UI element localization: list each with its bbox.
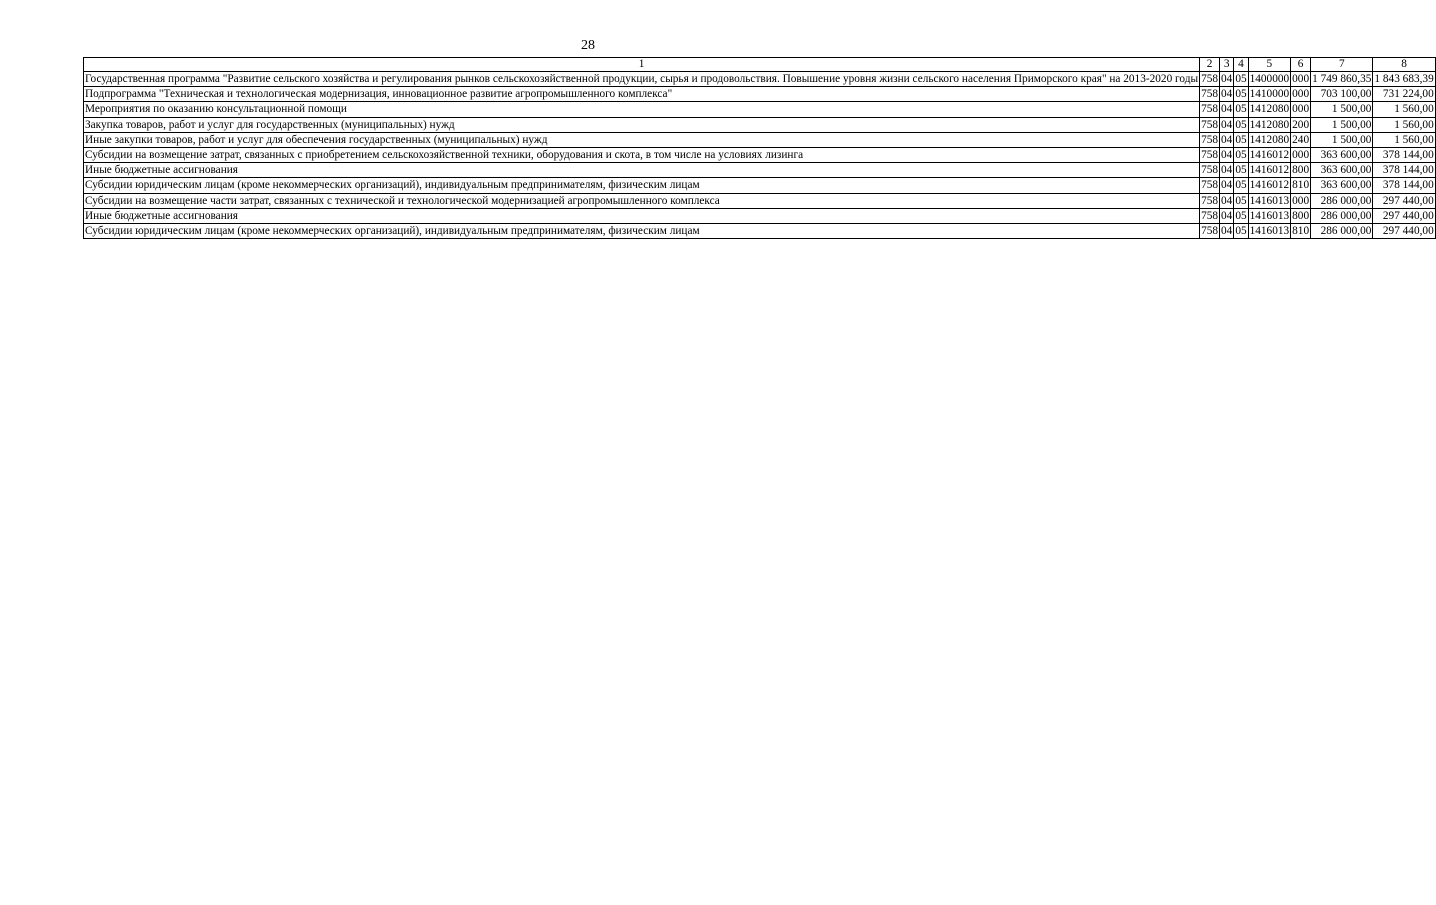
- page-number: 28: [581, 38, 595, 53]
- row-col-7: 1 500,00: [1311, 117, 1373, 132]
- row-col-6: 000: [1292, 103, 1310, 116]
- row-col-4: 05: [1235, 225, 1247, 238]
- row-col-7: 286 000,00: [1311, 208, 1373, 223]
- row-col-2: 758: [1201, 194, 1219, 207]
- row-name: Закупка товаров, работ и услуг для государственных (муниципальных) нужд: [84, 117, 1200, 132]
- row-col-6: 000: [1292, 73, 1310, 85]
- row-col-3: 04: [1221, 179, 1233, 192]
- row-col-3: 04: [1221, 194, 1233, 207]
- header-col-1: 1: [84, 58, 1200, 72]
- row-col-3: 04: [1221, 88, 1233, 101]
- table-row: [84, 87, 1436, 102]
- row-col-7: 363 600,00: [1311, 178, 1373, 193]
- row-col-5: 1416012: [1249, 164, 1290, 177]
- row-col-7: 1 500,00: [1311, 132, 1373, 147]
- row-col-8: 1 560,00: [1373, 132, 1435, 147]
- row-name: Подпрограмма "Техническая и технологическая модернизация, инновационное развитие агропромышленного комплекса": [84, 87, 1200, 102]
- row-col-8: 731 224,00: [1373, 87, 1435, 102]
- table-row: [84, 224, 1436, 239]
- row-name: Государственная программа "Развитие сельского хозяйства и регулирования рынков сельскохозяйственной продукции, сырья и продовольствия. Повышение уровня жизни сельского населения Приморского края" на 2013-2020 годы: [85, 73, 1199, 85]
- table-row: [84, 148, 1436, 163]
- row-col-7: 1 500,00: [1311, 102, 1373, 117]
- row-col-5: 1416012: [1249, 179, 1290, 192]
- row-col-7: 286 000,00: [1311, 224, 1373, 239]
- header-col-6: 6: [1291, 58, 1311, 72]
- row-col-6: 200: [1292, 118, 1310, 131]
- row-col-3: 04: [1221, 164, 1233, 177]
- row-col-4: 05: [1235, 88, 1247, 101]
- row-col-5: 1416013: [1249, 209, 1290, 222]
- table-row: [84, 193, 1436, 208]
- row-col-2: 758: [1201, 179, 1219, 192]
- table-row: [84, 208, 1436, 223]
- row-col-7: 703 100,00: [1311, 87, 1373, 102]
- row-col-6: 000: [1292, 88, 1310, 101]
- row-name: Мероприятия по оказанию консультационной помощи: [84, 102, 1200, 117]
- table-row: [84, 117, 1436, 132]
- row-col-4: 05: [1235, 209, 1247, 222]
- row-col-3: 04: [1221, 209, 1233, 222]
- row-name: Иные бюджетные ассигнования: [84, 163, 1200, 178]
- row-col-4: 05: [1235, 118, 1247, 131]
- table-row: [84, 178, 1436, 193]
- header-row: [84, 58, 1436, 72]
- row-col-7: 363 600,00: [1311, 163, 1373, 178]
- row-col-3: 04: [1221, 73, 1233, 85]
- row-col-4: 05: [1235, 164, 1247, 177]
- row-col-7: 286 000,00: [1311, 193, 1373, 208]
- row-col-2: 758: [1201, 88, 1219, 101]
- row-col-8: 378 144,00: [1373, 148, 1435, 163]
- header-col-4: 4: [1234, 58, 1248, 72]
- row-col-2: 758: [1201, 225, 1219, 238]
- row-col-5: 1410000: [1249, 88, 1290, 101]
- row-col-4: 05: [1235, 149, 1247, 162]
- budget-table: [83, 57, 1436, 239]
- row-col-2: 758: [1201, 103, 1219, 116]
- row-col-5: 1400000: [1249, 73, 1290, 85]
- row-col-3: 04: [1221, 133, 1233, 146]
- table-row: [84, 132, 1436, 147]
- row-name: Субсидии на возмещение части затрат, связанных с технической и технологической модернизацией агропромышленного комплекса: [84, 193, 1200, 208]
- row-col-8: 297 440,00: [1373, 193, 1435, 208]
- row-col-6: 800: [1292, 164, 1310, 177]
- row-col-8: 1 560,00: [1373, 102, 1435, 117]
- row-col-2: 758: [1201, 73, 1219, 85]
- row-col-6: 810: [1292, 225, 1310, 238]
- row-col-8: 378 144,00: [1373, 163, 1435, 178]
- row-col-2: 758: [1201, 133, 1219, 146]
- row-col-8: 1 843 683,39: [1374, 73, 1434, 85]
- row-col-8: 297 440,00: [1373, 224, 1435, 239]
- row-col-5: 1416013: [1249, 194, 1290, 207]
- row-name: Субсидии юридическим лицам (кроме некоммерческих организаций), индивидуальным предпринимателям, физическим лицам: [84, 224, 1200, 239]
- row-col-4: 05: [1235, 103, 1247, 116]
- row-col-8: 378 144,00: [1373, 178, 1435, 193]
- row-col-6: 810: [1292, 179, 1310, 192]
- row-col-2: 758: [1201, 118, 1219, 131]
- row-col-5: 1412080: [1249, 133, 1290, 146]
- table-row: [84, 72, 1436, 87]
- row-name: Субсидии юридическим лицам (кроме некоммерческих организаций), индивидуальным предпринимателям, физическим лицам: [84, 178, 1200, 193]
- header-col-7: 7: [1311, 58, 1373, 72]
- row-col-8: 297 440,00: [1373, 208, 1435, 223]
- row-col-6: 240: [1292, 133, 1310, 146]
- header-col-8: 8: [1373, 58, 1435, 72]
- row-col-5: 1416012: [1249, 149, 1290, 162]
- row-col-5: 1416013: [1249, 225, 1290, 238]
- row-col-7: 1 749 860,35: [1312, 73, 1372, 85]
- row-col-6: 000: [1292, 194, 1310, 207]
- row-col-4: 05: [1235, 73, 1247, 85]
- row-col-2: 758: [1201, 149, 1219, 162]
- row-col-6: 000: [1292, 149, 1310, 162]
- header-col-5: 5: [1248, 58, 1291, 72]
- row-col-8: 1 560,00: [1373, 117, 1435, 132]
- row-col-3: 04: [1221, 118, 1233, 131]
- row-name: Иные закупки товаров, работ и услуг для обеспечения государственных (муниципальных) нужд: [84, 132, 1200, 147]
- row-col-6: 800: [1292, 209, 1310, 222]
- row-col-2: 758: [1201, 209, 1219, 222]
- row-col-3: 04: [1221, 103, 1233, 116]
- table-row: [84, 163, 1436, 178]
- row-col-5: 1412080: [1249, 118, 1290, 131]
- header-col-2: 2: [1200, 58, 1220, 72]
- row-col-4: 05: [1235, 133, 1247, 146]
- row-col-3: 04: [1221, 149, 1233, 162]
- table-row: [84, 102, 1436, 117]
- row-col-7: 363 600,00: [1311, 148, 1373, 163]
- row-col-4: 05: [1235, 179, 1247, 192]
- row-col-4: 05: [1235, 194, 1247, 207]
- row-name: Субсидии на возмещение затрат, связанных с приобретением сельскохозяйственной техники, оборудования и скота, в том числе на условиях лизинга: [84, 148, 1200, 163]
- row-col-5: 1412080: [1249, 103, 1290, 116]
- row-name: Иные бюджетные ассигнования: [84, 208, 1200, 223]
- row-col-2: 758: [1201, 164, 1219, 177]
- row-col-3: 04: [1221, 225, 1233, 238]
- header-col-3: 3: [1220, 58, 1234, 72]
